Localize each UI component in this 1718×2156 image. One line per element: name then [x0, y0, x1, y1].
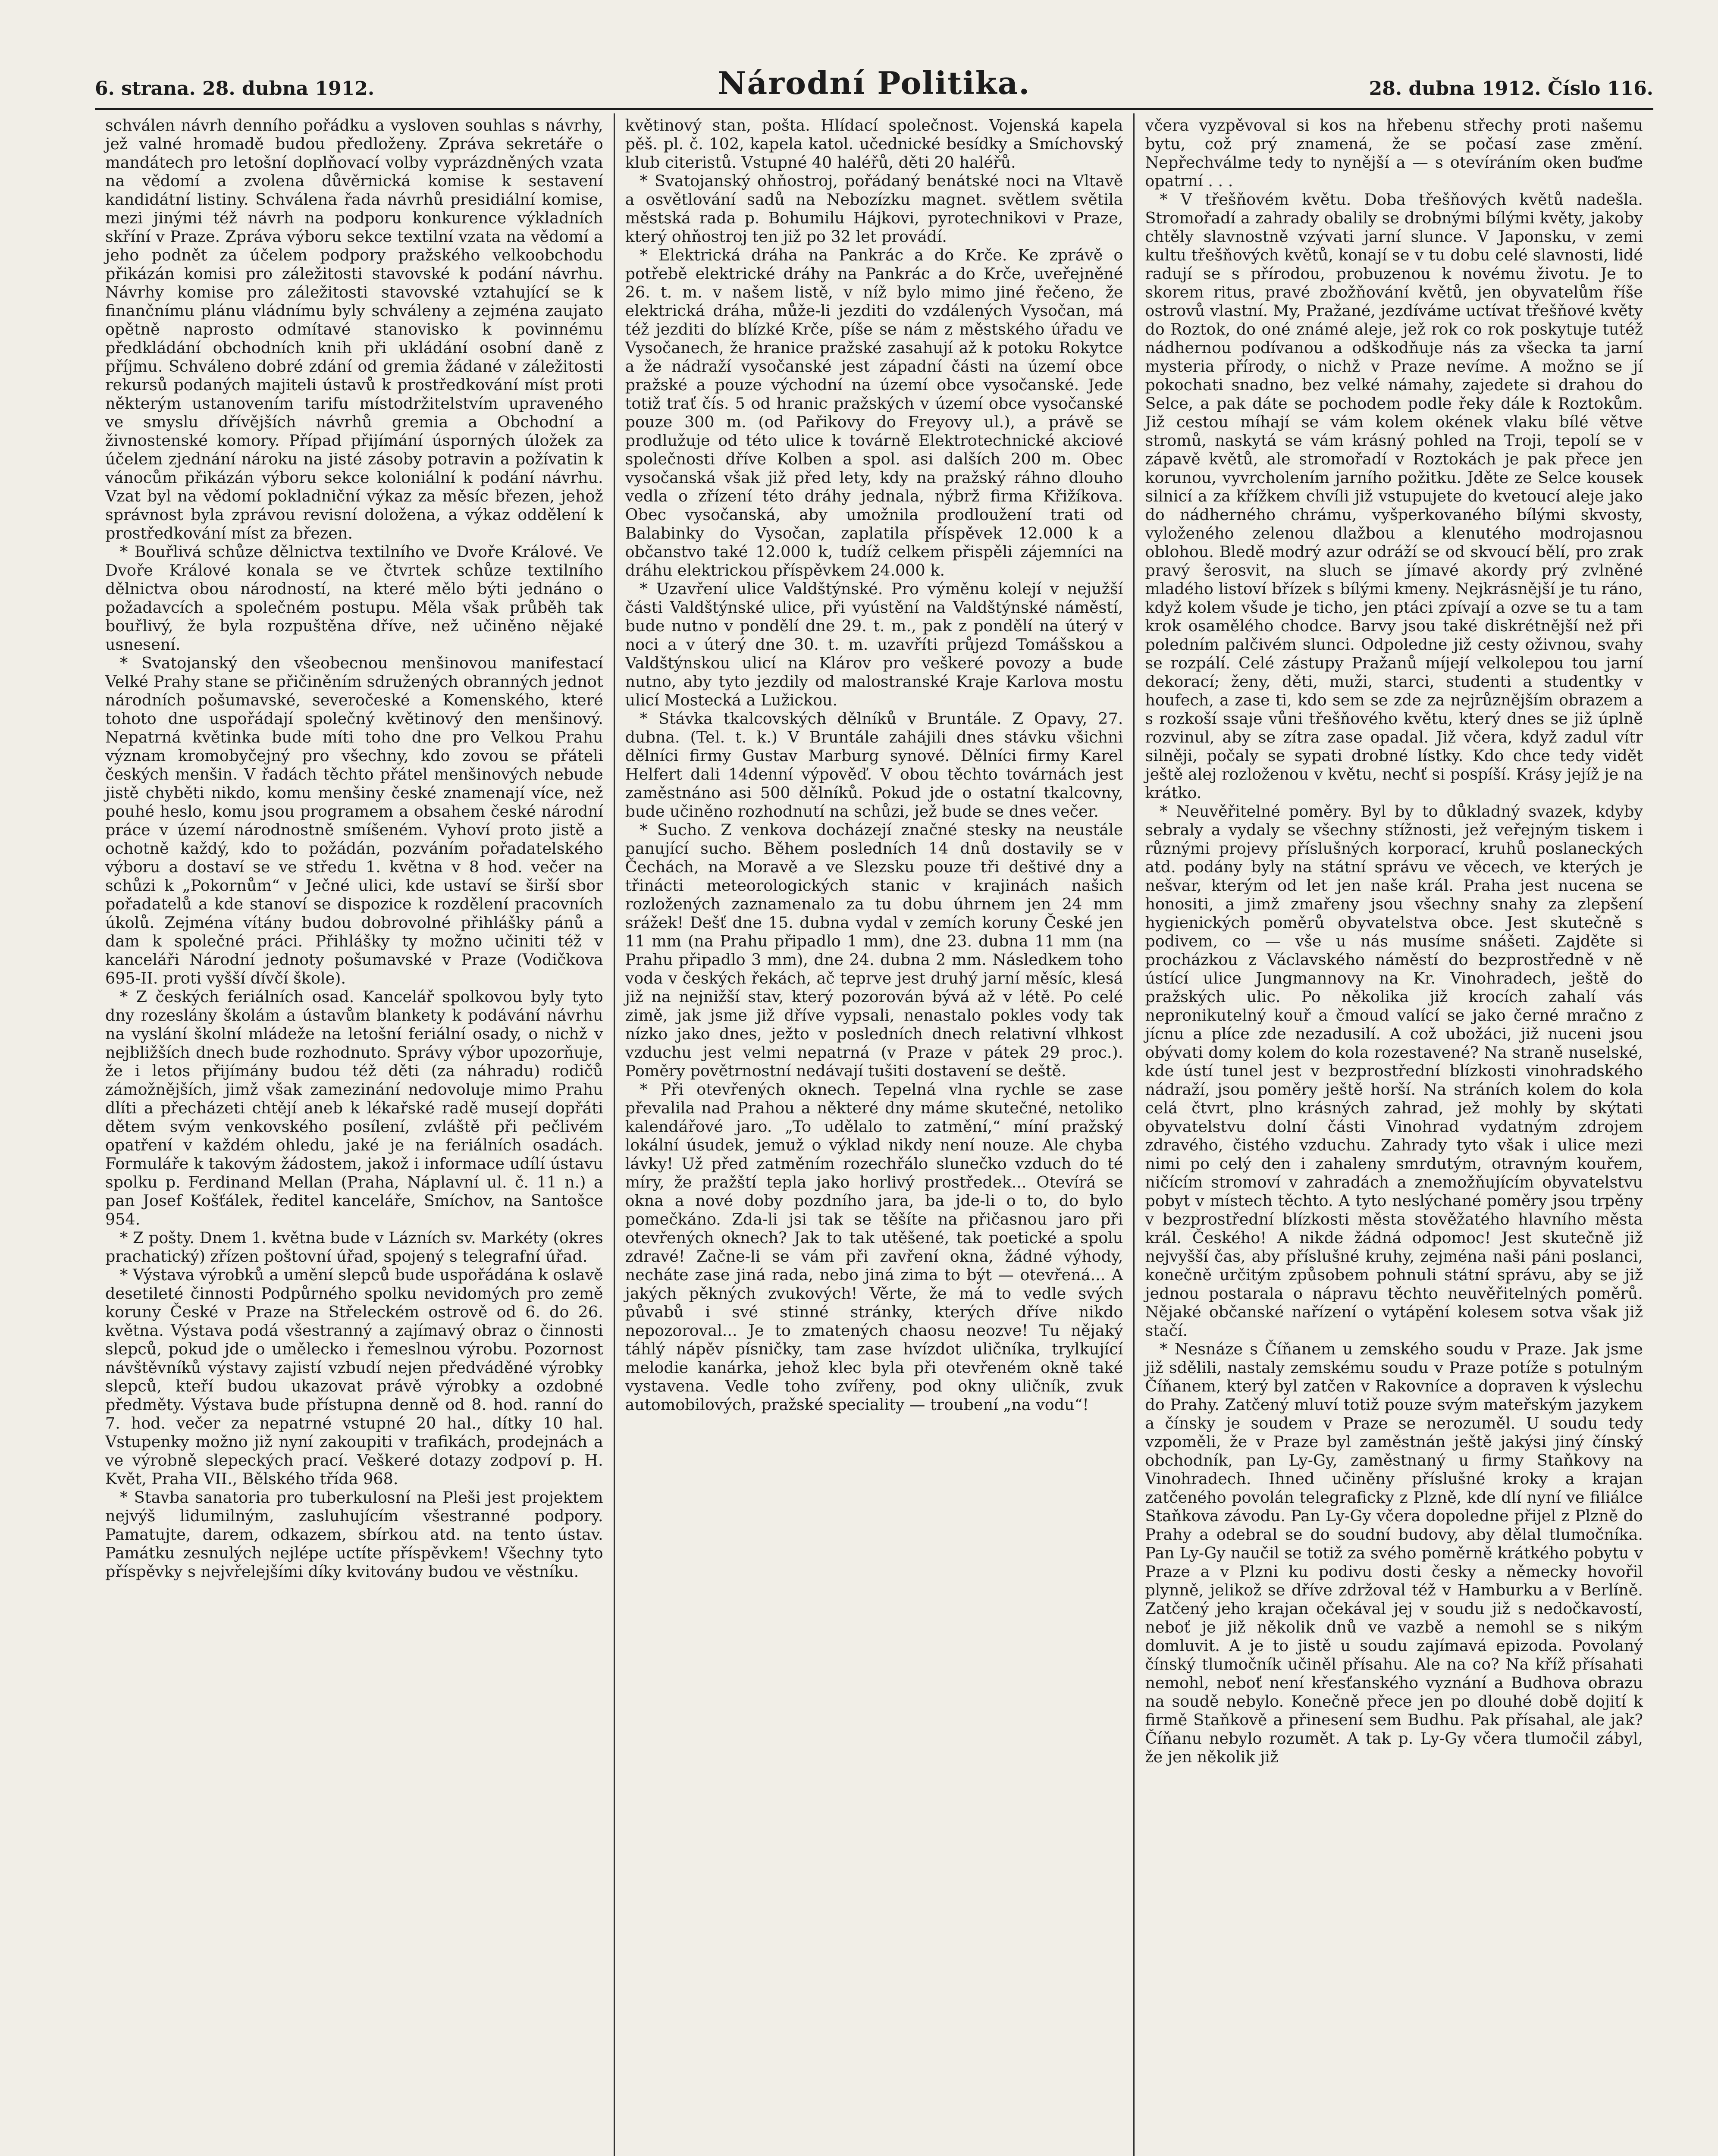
article-paragraph: * V třešňovém květu. Doba třešňových květů nadešla. Stromořadí a zahrady obalily se drobnými bílými květy, jakoby chtěly slavnostně vzývati jarní slunce. V Japonsku, v zemi kultu třešňových květů, konají se v tu dobu celé slavnosti, lidé radují se s přírodou, probuzenou k novému životu. Je to skorem ritus, pravé zbožňování květů, jen obyvatelům říše ostrovů vlastní. My, Pražané, jezdíváme uctívat třešňové květy do Roztok, do oné známé aleje, jež rok co rok poskytuje tutéž nádhernou podívanou a odškodňuje nás za všecka ta jarní mysteria přírody, o nichž v Praze nevíme. A možno se jí pokochati snadno, bez velké námahy, zajedete si drahou do Selce, a pak dáte se pochodem podle řeky dále k Roztokům. Již cestou míhají se vám kolem okének vlaku bílé větve stromů, naskytá se vám krásný pohled na Troji, tepolí se v zápavě květů, ale stromořadí v Roztokách je pak přece jen korunou, vyvrcholením jarního požitku. Jděte ze Selce kousek silnicí a za křížkem chvíli již vstupujete do kvetoucí aleje jako do nádherného chrámu, vyšperkovaného bílými skvosty, vyloženého zelenou dlažbou a klenutého modrojasnou oblohou. Bledě modrý azur odráží se od skvoucí bělí, pro zrak pravý šerosvit, na sluch se jímavé akordy prý zvlněné mladého listoví břízek s bílými kmeny. Nejkrásnější je tu ráno, když kolem všude je ticho, jen ptáci zpívají a ozve se tu a tam krok osamělého chodce. Barvy jsou také diskrétnější než při poledním palčivém slunci. Odpoledne již cesty oživnou, svahy se rozpálí. Celé zástupy Pražanů míjejí velkolepou tou jarní dekorací; ženy, děti, muži, starci, studenti a studentky v houfech, a zase ti, kdo sem se zde za nejrůznějším obrazem a s rozkoší ssaje vůni třešňového květu, který dnes se již úplně rozvinul, aby se zítra zase opadal. Již včera, když zadul vítr silněji, počaly se sypati drobné lístky. Kdo chce tedy vidět ještě alej rozloženou v květu, nechť si pospíší. Krásy jejíž je na krátko. — [1145, 190, 1643, 802]
article-paragraph: včera vyzpěvoval si kos na hřebenu střechy proti našemu bytu, což prý znamená, že se počasí zase změní. Nepřechválme tedy to nynější a — s otevíráním oken buďme opatrní . . . — [1145, 116, 1643, 190]
page-number-date: 6. strana. 28. dubna 1912. — [95, 78, 375, 100]
page-header — [95, 52, 1653, 110]
article-paragraph: * Svatojanský den všeobecnou menšinovou manifestací Velké Prahy stane se přičiněním sdružených obranných jednot národních pošumavské, severočeské a Komenského, které tohoto dne uspořádají společný květinový den menšinový. Nepatrná květinka bude míti toho dne pro Velkou Prahu význam kromobyčejný pro všechny, kdo zovou se přáteli českých menšin. V řadách těchto přátel menšinových nebude jistě chyběti nikdo, komu menšiny české znamenají více, než pouhé heslo, komu jsou programem a obsahem české národní práce v území národnostně smíšeném. Vyhoví proto jistě a ochotně každý, kdo to požádán, pozváním pořadatelského výboru a dostaví se ve středu 1. května v 8 hod. večer na schůzi k „Pokornům“ v Ječné ulici, kde ustaví se širší sbor pořadatelů a kde stanoví se dispozice k rozdělení pracovních úkolů. Zejména vítány budou dobrovolné přihlášky pánů a dam k společné práci. Přihlášky ty možno učiniti též v kanceláři Národní jednoty pošumavské v Praze (Vodičkova 695-II. proti vyšší dívčí škole). — [105, 654, 603, 987]
article-paragraph: * Bouřlivá schůze dělnictva textilního ve Dvoře Králové. Ve Dvoře Králové konala se ve čtvrtek schůze textilního dělnictva obou národností, na které mělo býti jednáno o požadavcích a společném postupu. Měla však průběh tak bouřlivý, že byla rozpuštěna dříve, než učiněno nějaké usnesení. — [105, 542, 603, 654]
article-paragraph: * Nesnáze s Číňanem u zemského soudu v Praze. Jak jsme již sdělili, nastaly zemskému soudu v Praze potíže s potulným Číňanem, který byl zatčen v Rakovníce a dopraven k výslechu do Prahy. Zatčený mluví totiž pouze svým mateřským jazykem a čínsky je soudem v Praze se nerozuměl. U soudu tedy vzpoměli, že v Praze byl zaměstnán ještě jakýsi jiný čínský obchodník, pan Ly-Gy, zaměstnaný u firmy Staňkovy na Vinohradech. Ihned učiněny příslušné kroky a krajan zatčeného povolán telegraficky z Plzně, kde dlí nyní ve filiálce Staňkova závodu. Pan Ly-Gy včera dopoledne přijel z Plzně do Prahy a odebral se do soudní budovy, aby dělal tlumočníka. Pan Ly-Gy naučil se totiž za svého poměrně krátkého pobytu v Praze a v Plzni ku podivu dosti česky a německy hovořil plynně, jelikož se dříve zdržoval též v Hamburku a v Berlíně. Zatčený jeho krajan očekával jej v soudu již s nedočkavostí, neboť je již několik dnů ve vazbě a nemohl se s nikým domluvit. A je to jistě u soudu zajímavá epizoda. Povolaný čínský tlumočník učiněl přísahu. Ale na co? Na kříž přísahati nemohl, neboť není křesťanského vyznání a Budhova obrazu na soudě nebylo. Konečně přece jen po dlouhé době dojití k firmě Staňkově a přinesení sem Budhu. Pak přísahal, ale jak? Číňanu nebylo rozumět. A tak p. Ly-Gy včera tlumočil zábyl, že jen několik již — [1145, 1340, 1643, 1766]
column-1 — [95, 113, 614, 2156]
article-paragraph: * Elektrická dráha na Pankrác a do Krče. Ke zprávě o potřebě elektrické dráhy na Pankrác a do Krče, uveřejněné 26. t. m. v našem listě, v níž bylo mimo jiné řečeno, že elektrická dráha, může-li jezditi do vzdálených Vysočan, má též jezditi do blízké Krče, píše se nám z městského úřadu ve Vysočanech, že hranice pražské zasahují až k potoku Rokytce a že nádraží vysočanské jest západní části na území obce pražské a pouze východní na území obce vysočanské. Jede totiž trať čís. 5 od hranic pražských v území obce vysočanské pouze 300 m. (od Pařikovy do Freyovy ul.), a právě se prodlužuje od této ulice k továrně Elektrotechnické akciové společnosti dříve Kolben a spol. asi dalších 200 m. Obec vysočanská však již před lety, kdy na pražský ráhno dlouho vedla o zřízení této dráhy jednala, nýbrž firma Křižíkova. Obec vysočanská, aby umožnila prodloužení trati od Balabinky do Vysočan, zaplatila příspěvek 12.000 k a občanstvo také 12.000 k, tudíž celkem přispěli zájemníci na dráhu elektrickou příspěvkem 24.000 k. — [625, 246, 1123, 580]
article-paragraph: * Stavba sanatoria pro tuberkulosní na Pleši jest projektem nejvýš lidumilným, zasluhujícím všestranné podpory. Pamatujte, darem, odkazem, sbírkou atd. na tento ústav. Památku zesnulých nejlépe uctíte příspěvkem! Všechny tyto příspěvky s nejvřelejšími díky kvitovány budou ve věstníku. — [105, 1488, 603, 1581]
article-paragraph: * Stávka tkalcovských dělníků v Bruntále. Z Opavy, 27. dubna. (Tel. t. k.) V Bruntále zahájili dnes stávku všichni dělníci firmy Gustav Marburg synové. Dělníci firmy Karel Helfert dali 14denní výpověď. V obou těchto továrnách jest zaměstnáno asi 500 dělníků. Pokud jde o ostatní tkalcovny, bude učiněno rozhodnutí na schůzi, jež bude se dnes večer. — [625, 709, 1123, 821]
article-paragraph: * Sucho. Z venkova docházejí značné stesky na neustále panující sucho. Během posledních 14 dnů dostavily se v Čechách, na Moravě a ve Slezsku pouze tři deštivé dny a třinácti meteorologických stanic v krajinách našich rozložených zaznamenalo za tu dobu úhrnem jen 24 mm srážek! Dešť dne 15. dubna vydal v zemích koruny České jen 11 mm (na Prahu připadlo 1 mm), dne 23. dubna 11 mm (na Prahu připadlo 3 mm), dne 24. dubna 2 mm. Následkem toho voda v českých řekách, ač teprve jest druhý jarní měsíc, klesá již na nejnižší stav, který pozorován bývá až v létě. Po celé zimě, jak jsme již dříve vypsali, nenastalo pokles vody tak nízko jako dnes, ježto v posledních dnech relativní vlhkost vzduchu jest velmi nepatrná (v Praze v pátek 29 proc.). Poměry povětrnostní nedávají tušiti dostavení se deště. — [625, 821, 1123, 1080]
article-columns — [95, 113, 1653, 2156]
article-paragraph: * Výstava výrobků a umění slepců bude uspořádána k oslavě desetileté činnosti Podpůrného spolku nevidomých pro země koruny České v Praze na Střeleckém ostrově od 6. do 26. května. Výstava podá všestranný a zajímavý obraz o činnosti slepců, pokud jde o umělecko i řemeslnou výrobu. Pozornost návštěvníků výstavy zajistí vzbudí nejen předváděné výrobky slepců, kteří budou ukazovat právě výrobky a ozdobné předměty. Výstava bude přístupna denně od 8. hod. ranní do 7. hod. večer za nepatrné vstupné 20 hal., dítky 10 hal. Vstupenky možno již nyní zakoupiti v trafikách, prodejnách a ve výrobně slepeckých prací. Veškeré dotazy zodpoví p. H. Květ, Praha VII., Bělského třída 968. — [105, 1266, 603, 1488]
article-paragraph: * Z pošty. Dnem 1. května bude v Lázních sv. Markéty (okres prachatický) zřízen poštovní úřad, spojený s telegrafní úřad. — [105, 1228, 603, 1266]
article-paragraph: * Svatojanský ohňostroj, pořádaný benátské noci na Vltavě a osvětlování sadů na Nebozízku magnet. světlem světila městská rada p. Bohumilu Hájkovi, pyrotechnikovi v Praze, který ohňostroj ten již po 32 let provádí. — [625, 172, 1123, 246]
column-2 — [614, 113, 1134, 2156]
article-paragraph: * Neuvěřitelné poměry. Byl by to důkladný svazek, kdyby sebraly a vydaly se všechny stížnosti, jež veřejným tiskem i různými projevy příslušných korporací, kruhů poslaneckých atd. podány byly na státní správu ve věcech, ve kterých je nešvar, kterým od let jen naše král. Praha jest nucena se honositi, a jimž zmařeny jsou všechny snahy za zlepšení hygienických poměrů obyvatelstva obce. Jest skutečně s podivem, co — vše u nás musíme snášeti. Zajděte si procházkou z Václavského náměstí do bezprostředně v ně ústící ulice Jungmannovy na Kr. Vinohradech, ještě do pražských ulic. Po několika již krocích zahalí vás nepronikutelný kouř a čmoud valící se jako černé mračno z jícnu a plíce zde nezadusilí. A což ubožáci, již nuceni jsou obývati domy kolem do kola rozestavené? Na straně nuselské, kde ústí tunel jest v bezprostřední blízkosti vinohradského nádraží, jsou poměry ještě horší. Na stráních kolem do kola celá čtvrt, plno krásných zahrad, jež mohly by skýtati obyvatelstvu dolní části Vinohrad vydatným zdrojem zdravého, čistého vzduchu. Zahrady tyto však i ulice mezi nimi po celý den i zahaleny smrdutým, otravným kouřem, ničícím stromoví v zahradách a znemožňujícím obyvatelstvu pobyt v místech těchto. A tyto neslýchané poměry jsou trpěny v bezprostřední blízkosti města stověžatého hlavního města král. Českého! A nikde žádná odpomoc! Jest skutečně již nejvyšší čas, aby příslušné kruhy, zejména naši páni poslanci, konečně určitým způsobem pohnuli státní správu, aby se již jednou postarala o nápravu těchto neuvěřitelných poměrů. Nějaké občanské nařízení o vytápění kolesem sotva však již stačí. — [1145, 802, 1643, 1340]
article-paragraph: květinový stan, pošta. Hlídací společnost. Vojenská kapela pěš. pl. č. 102, kapela katol. učednické besídky a Smíchovský klub citeristů. Vstupné 40 haléřů, děti 20 haléřů. — [625, 116, 1123, 172]
article-paragraph: schválen návrh denního pořádku a vysloven souhlas s návrhy, jež valné hromadě budou předloženy. Zpráva sekretáře o mandátech pro letošní doplňovací volby vyprázdněných vzata na vědomí a zvolena důvěrnická komise k sestavení kandidátní listiny. Schválena řada návrhů presidiální komise, mezi jinými též návrh na podporu konkurence výkladních skříní v Praze. Zpráva výboru sekce textilní vzata na vědomí a jeho podnět za účelem podpory pražského velkoobchodu přikázán komisi pro záležitosti stavovské k podání návrhu. Návrhy komise pro záležitosti stavovské vztahující se k finančnímu plánu vládnímu byly schváleny a zejména zaujato opětně naprosto odmítavé stanovisko k povinnému předkládání obchodních knih při ukládání osobní daně z příjmu. Schváleno dobré zdání od gremia žádané v záležitosti rekursů podaných majiteli ústavů k prostředkování míst proti některým ustanovením tarifu místodržitelstvím upraveného ve smyslu dřívějších návrhů gremia a Obchodní a živnostenské komory. Případ přijímání úsporných úložek za účelem zjednání nároku na jisté zásoby potravin a požívatin k vánocům přikázán výboru sekce koloniální k podání návrhu. Vzat byl na vědomí pokladniční výkaz za měsíc březen, jehož správnost byla zprávou revisní doložena, a výkaz oddělení k prostředkování míst za březen. — [105, 116, 603, 542]
masthead-title: Národní Politika. — [718, 65, 1031, 101]
article-paragraph: * Při otevřených oknech. Tepelná vlna rychle se zase převalila nad Prahou a některé dny máme skutečné, netoliko kalendářové jaro. „To udělalo to zatmění,“ míní pražský lokální úsudek, jemuž o výklad nikdy není nouze. Ale chyba lávky! Už před zatměním rozechřálo slunečko vzduch do té míry, že pražští tepla jako horlivý prostředek... Otevírá se okna a nové doby pozdního jara, ba jde-li o to, do bylo pomečkáno. Zda-li jsi tak se těšíte na přičasnou jaro při otevřených oknech? Jak to tak utěšené, tak poetické a spolu zdravé! Začne-li se vám při zavření okna, žádné výhody, necháte zase jiná rada, nebo jiná zima to být — otevřená... A jakých pěkných zvukových! Věrte, že má to vedle svých půvabů i své stinné stránky, kterých dříve nikdo nepozoroval... Je to zmatených chaosu neozve! Tu nějaký táhlý nápěv písničky, tam zase hvízdot uličníka, trylkující melodie kanárka, jehož klec byla při otevřeném okně také vystavena. Vedle toho zvířeny, pod okny uličník, zvuk automobilových, pražské speciality — troubení „na vodu“! — [625, 1080, 1123, 1414]
issue-date-number: 28. dubna 1912. Číslo 116. — [1369, 78, 1653, 100]
column-3 — [1133, 113, 1653, 2156]
article-paragraph: * Uzavření ulice Valdštýnské. Pro výměnu kolejí v nejužší části Valdštýnské ulice, při vyústění na Valdštýnské náměstí, bude nutno v pondělí dne 29. t. m., pak z pondělí na úterý v noci a v úterý dne 30. t. m. uzavříti průjezd Tomášskou a Valdštýnskou ulicí na Klárov pro veškeré povozy a bude nutno, aby tyto jezdily od malostranské Kraje Karlova mostu ulicí Mostecká a Lužickou. — [625, 580, 1123, 709]
article-paragraph: * Z českých feriálních osad. Kancelář spolkovou byly tyto dny rozeslány školám a ústavům blankety k podávání návrhu na vyslání školní mládeže na letošní feriální osady, o nichž v nejbližších dnech bude rozhodnuto. Správy výbor upozorňuje, že i letos přijímány budou též děti (za náhradu) rodičů zámožnějších, jimž však zamezinání nedovoluje mimo Prahu dlíti a přecházeti chtějí aneb k lékařské radě musejí dopřáti dětem svým venkovského posílení, zvláště při pečlivém opatření v každém ohledu, jaké je na feriálních osadách. Formuláře k takovým žádostem, jakož i informace udílí ústavu spolku p. Ferdinand Mellan (Praha, Náplavní ul. č. 11 n.) a pan Josef Košťálek, ředitel kanceláře, Smíchov, na Santošce 954. — [105, 987, 603, 1228]
